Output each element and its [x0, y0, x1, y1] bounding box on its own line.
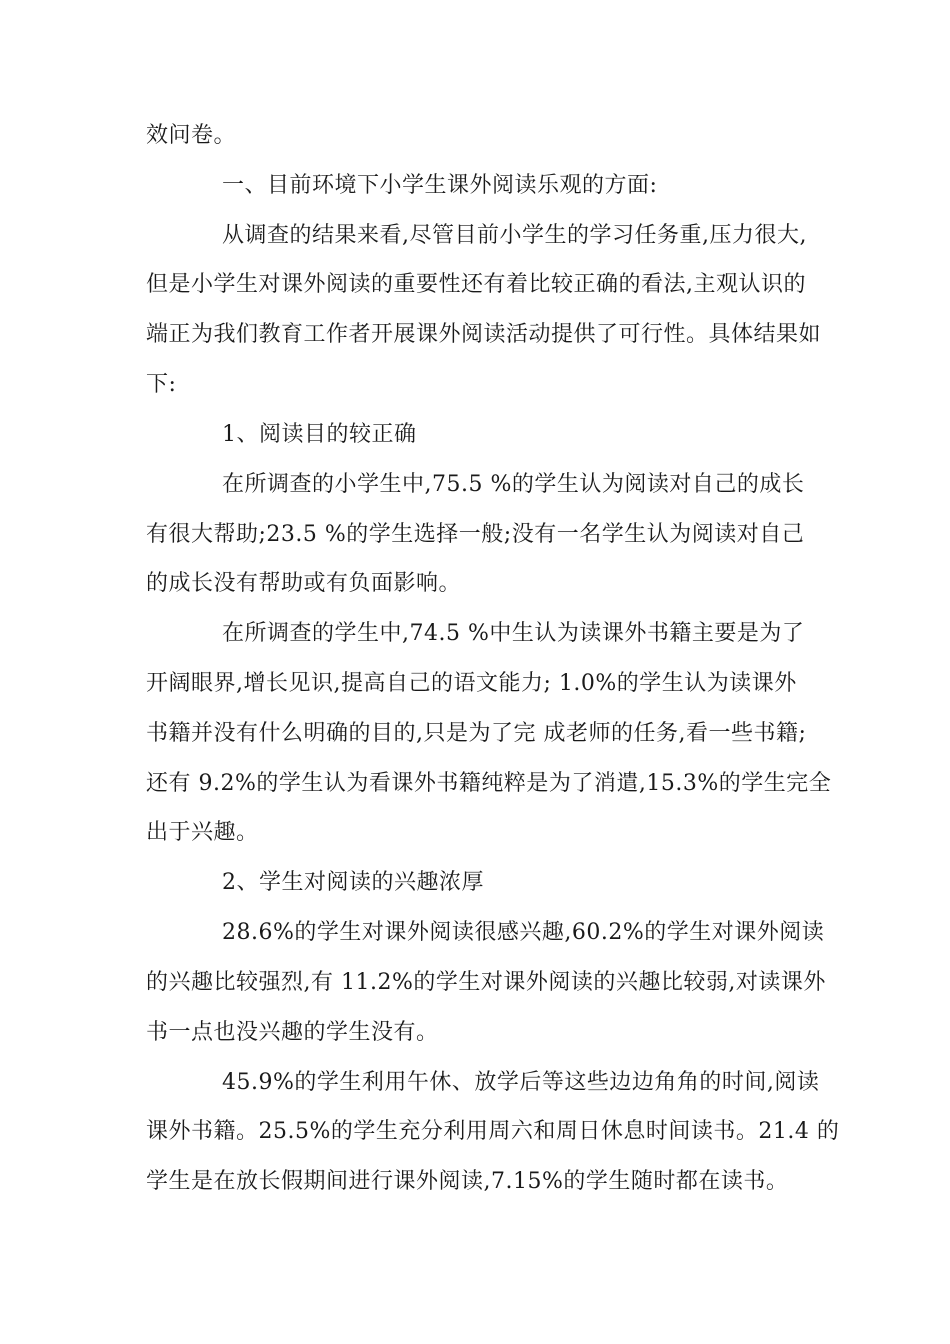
text-line: 从调查的结果来看,尽管目前小学生的学习任务重,压力很大,	[222, 223, 807, 248]
text-line: 书籍并没有什么明确的目的,只是为了完 成老师的任务,看一些书籍;	[146, 721, 807, 746]
subsection-heading: 2、学生对阅读的兴趣浓厚	[222, 870, 484, 895]
text-line: 的兴趣比较强烈,有 11.2%的学生对课外阅读的兴趣比较弱,对读课外	[146, 970, 826, 995]
text-line: 效问卷。	[146, 123, 237, 148]
section-heading: 一、目前环境下小学生课外阅读乐观的方面:	[222, 173, 658, 198]
text-line: 有很大帮助;23.5 %的学生选择一般;没有一名学生认为阅读对自己	[146, 522, 805, 547]
text-line: 出于兴趣。	[146, 820, 259, 845]
text-line: 但是小学生对课外阅读的重要性还有着比较正确的看法,主观认识的	[146, 272, 806, 297]
text-line: 在所调查的学生中,74.5 %中生认为读课外书籍主要是为了	[222, 621, 805, 646]
text-line: 45.9%的学生利用午休、放学后等这些边边角角的时间,阅读	[222, 1070, 820, 1095]
text-line: 端正为我们教育工作者开展课外阅读活动提供了可行性。具体结果如	[146, 322, 822, 347]
text-line: 课外书籍。25.5%的学生充分利用周六和周日休息时间读书。21.4 的	[146, 1119, 840, 1144]
subsection-heading: 1、阅读目的较正确	[222, 422, 417, 447]
text-line: 学生是在放长假期间进行课外阅读,7.15%的学生随时都在读书。	[146, 1169, 789, 1194]
text-line: 开阔眼界,增长见识,提高自己的语文能力; 1.0%的学生认为读课外	[146, 671, 797, 696]
text-line: 在所调查的小学生中,75.5 %的学生认为阅读对自己的成长	[222, 472, 805, 497]
text-line: 28.6%的学生对课外阅读很感兴趣,60.2%的学生对课外阅读	[222, 920, 825, 945]
text-line: 书一点也没兴趣的学生没有。	[146, 1020, 439, 1045]
text-line: 下:	[146, 372, 177, 397]
text-line: 还有 9.2%的学生认为看课外书籍纯粹是为了消遣,15.3%的学生完全	[146, 771, 832, 796]
text-line: 的成长没有帮助或有负面影响。	[146, 571, 462, 596]
